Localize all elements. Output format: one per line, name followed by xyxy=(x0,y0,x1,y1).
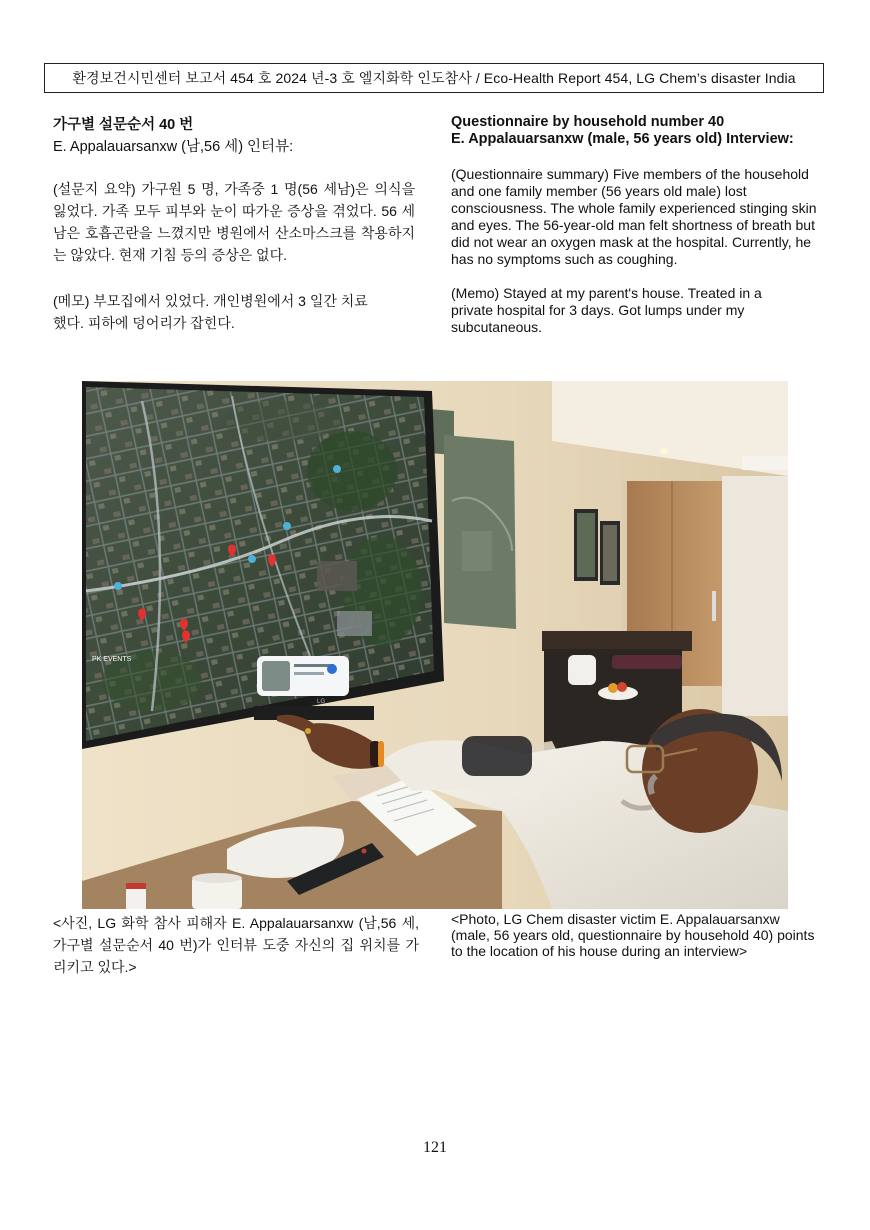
english-summary: (Questionnaire summary) Five members of the household and one family member (56 years old male) lost consciousness. The whole family experienced stinging skin and eyes. The 56-year-old man felt shortness of breath but did not wear an oxygen mask at the hospital. Currently, he has no symptoms such as coughing. xyxy=(451,166,817,267)
map-label: PK EVENTS xyxy=(92,656,132,663)
map-popup-card xyxy=(257,656,349,696)
interview-photo xyxy=(82,381,788,909)
korean-photo-caption: <사진, LG 화학 참사 피해자 E. Appalauarsanxw (남,56 세, 가구별 설문순서 40 번)가 인터뷰 도중 자신의 집 위치를 가리키고 있다.> xyxy=(53,915,419,975)
korean-memo: (메모) 부모집에서 있었다. 개인병원에서 3 일간 치료했다. 피하에 덩어리가 잡힌다. xyxy=(53,293,368,331)
korean-summary: (설문지 요약) 가구원 5 명, 가족중 1 명(56 세남)은 의식을 잃었다. 가족 모두 피부와 눈이 따가운 증상을 겪었다. 56 세남은 호흡곤란을 느꼈지만 병원에서 산소마스크를 착용하지는 않았다. 현재 기침 등의 증상은 없다. xyxy=(53,181,415,263)
english-column xyxy=(451,114,819,336)
report-header xyxy=(44,63,824,93)
english-title-line2: E. Appalauarsanxw (male, 56 years old) Interview: xyxy=(451,131,794,147)
english-memo: (Memo) Stayed at my parent's house. Treated in a private hospital for 3 days. Got lumps under my subcutaneous. xyxy=(451,285,762,335)
english-title-line1: Questionnaire by household number 40 xyxy=(451,114,725,130)
korean-column xyxy=(53,114,415,334)
korean-title-line1: 가구별 설문순서 40 번 xyxy=(53,117,194,133)
tv-brand-logo: LG xyxy=(317,699,326,705)
english-photo-caption: <Photo, LG Chem disaster victim E. Appalauarsanxw (male, 56 years old, questionnaire by household 40) points to the location of his house during an interview> xyxy=(451,911,815,959)
korean-title-line2: E. Appalauarsanxw (남,56 세) 인터뷰: xyxy=(53,139,294,155)
kettle xyxy=(568,655,596,685)
page-number: 121 xyxy=(423,1139,447,1156)
report-header-text: 환경보건시민센터 보고서 454 호 2024 년-3 호 엘지화학 인도참사 / Eco-Health Report 454, LG Chem’s disaster India xyxy=(72,70,796,86)
